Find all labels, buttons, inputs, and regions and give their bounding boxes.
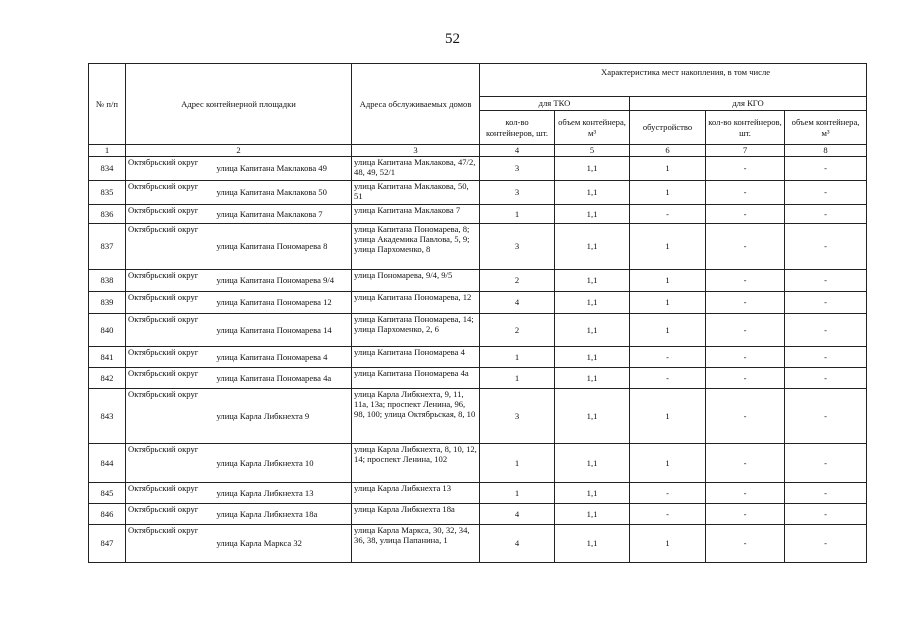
tko-count: 1 [480,347,555,368]
setup: 1 [630,444,706,483]
table-row [89,314,867,347]
row-number: 834 [89,157,126,181]
table-row [89,224,867,270]
setup: 1 [630,270,706,292]
district: Октябрьский округ [126,157,215,181]
site-street: улица Капитана Маклакова 50 [215,181,352,205]
served-addresses: улица Пономарева, 9/4, 9/5 [352,270,480,292]
row-number: 837 [89,224,126,270]
served-addresses: улица Капитана Маклакова 7 [352,205,480,224]
tko-count: 1 [480,205,555,224]
site-street: улица Капитана Пономарева 4а [215,368,352,389]
header-site-address: Адрес контейнерной площадки [126,64,352,145]
site-street: улица Карла Либкнехта 9 [215,389,352,444]
header-tko-count: кол-во контейнеров, шт. [480,111,555,145]
setup: 1 [630,314,706,347]
kgo-count: - [706,347,785,368]
tko-volume: 1,1 [555,181,630,205]
kgo-count: - [706,368,785,389]
kgo-count: - [706,292,785,314]
column-number: 7 [706,145,785,157]
kgo-count: - [706,224,785,270]
district: Октябрьский округ [126,181,215,205]
kgo-volume: - [785,389,867,444]
setup: - [630,205,706,224]
row-number: 847 [89,525,126,563]
column-number: 6 [630,145,706,157]
site-street: улица Капитана Маклакова 49 [215,157,352,181]
tko-volume: 1,1 [555,483,630,504]
setup: - [630,483,706,504]
tko-count: 4 [480,504,555,525]
tko-volume: 1,1 [555,368,630,389]
tko-count: 3 [480,157,555,181]
district: Октябрьский округ [126,205,215,224]
row-number: 845 [89,483,126,504]
tko-count: 1 [480,368,555,389]
served-addresses: улица Капитана Пономарева, 14; улица Пархоменко, 2, 6 [352,314,480,347]
served-addresses: улица Карла Либкнехта 13 [352,483,480,504]
setup: - [630,347,706,368]
district: Октябрьский округ [126,347,215,368]
site-street: улица Капитана Пономарева 9/4 [215,270,352,292]
site-street: улица Капитана Маклакова 7 [215,205,352,224]
row-number: 842 [89,368,126,389]
table-row [89,347,867,368]
table-row [89,389,867,444]
setup: 1 [630,292,706,314]
kgo-count: - [706,157,785,181]
table-row [89,368,867,389]
served-addresses: улица Капитана Маклакова, 47/2, 48, 49, 52/1 [352,157,480,181]
served-addresses: улица Карла Либкнехта, 8, 10, 12, 14; проспект Ленина, 102 [352,444,480,483]
kgo-volume: - [785,504,867,525]
row-number: 836 [89,205,126,224]
setup: 1 [630,389,706,444]
header-group-tko: для ТКО [480,97,630,111]
tko-volume: 1,1 [555,292,630,314]
served-addresses: улица Капитана Маклакова, 50, 51 [352,181,480,205]
container-sites-table [88,63,867,563]
header-setup: обустройство [630,111,706,145]
tko-volume: 1,1 [555,224,630,270]
kgo-volume: - [785,205,867,224]
district: Октябрьский округ [126,389,215,444]
kgo-count: - [706,389,785,444]
district: Октябрьский округ [126,483,215,504]
kgo-count: - [706,314,785,347]
tko-volume: 1,1 [555,444,630,483]
district: Октябрьский округ [126,504,215,525]
tko-volume: 1,1 [555,205,630,224]
table-row [89,444,867,483]
row-number: 846 [89,504,126,525]
kgo-count: - [706,504,785,525]
tko-count: 2 [480,314,555,347]
kgo-count: - [706,181,785,205]
site-street: улица Капитана Пономарева 12 [215,292,352,314]
site-street: улица Карла Либкнехта 13 [215,483,352,504]
tko-count: 4 [480,525,555,563]
tko-count: 1 [480,483,555,504]
kgo-volume: - [785,224,867,270]
row-number: 844 [89,444,126,483]
district: Октябрьский округ [126,444,215,483]
setup: 1 [630,157,706,181]
table-row [89,483,867,504]
kgo-count: - [706,444,785,483]
header-tko-volume: объем контейнера, м³ [555,111,630,145]
district: Октябрьский округ [126,270,215,292]
table-row [89,181,867,205]
header-number: № п/п [89,64,126,145]
page-number: 52 [445,31,460,47]
setup: - [630,368,706,389]
tko-volume: 1,1 [555,157,630,181]
served-addresses: улица Карла Маркса, 30, 32, 34, 36, 38, улица Папанина, 1 [352,525,480,563]
tko-volume: 1,1 [555,389,630,444]
kgo-volume: - [785,525,867,563]
column-number: 2 [126,145,352,157]
row-number: 838 [89,270,126,292]
setup: 1 [630,224,706,270]
tko-volume: 1,1 [555,314,630,347]
district: Октябрьский округ [126,314,215,347]
tko-volume: 1,1 [555,525,630,563]
served-addresses: улица Карла Либкнехта, 9, 11, 11а, 13а; проспект Ленина, 96, 98, 100; улица Октябрьская, 8, 10 [352,389,480,444]
row-number: 835 [89,181,126,205]
site-street: улица Карла Либкнехта 10 [215,444,352,483]
kgo-count: - [706,205,785,224]
column-number: 1 [89,145,126,157]
district: Октябрьский округ [126,292,215,314]
column-number: 3 [352,145,480,157]
row-number: 839 [89,292,126,314]
setup: 1 [630,525,706,563]
table-row [89,205,867,224]
tko-volume: 1,1 [555,347,630,368]
tko-count: 1 [480,444,555,483]
column-number: 5 [555,145,630,157]
served-addresses: улица Капитана Пономарева, 8; улица Академика Павлова, 5, 9; улица Пархоменко, 8 [352,224,480,270]
row-number: 841 [89,347,126,368]
district: Октябрьский округ [126,525,215,563]
table-row [89,292,867,314]
header-kgo-count: кол-во контейнеров, шт. [706,111,785,145]
column-number: 8 [785,145,867,157]
tko-count: 4 [480,292,555,314]
site-street: улица Капитана Пономарева 14 [215,314,352,347]
table-body [89,157,867,563]
tko-count: 3 [480,389,555,444]
district: Октябрьский округ [126,224,215,270]
kgo-count: - [706,525,785,563]
site-street: улица Капитана Пономарева 8 [215,224,352,270]
kgo-volume: - [785,157,867,181]
row-number: 840 [89,314,126,347]
table-row [89,525,867,563]
district: Октябрьский округ [126,368,215,389]
kgo-volume: - [785,270,867,292]
header-characteristics: Характеристика мест накопления, в том числе [480,64,867,97]
tko-volume: 1,1 [555,270,630,292]
table-row [89,270,867,292]
served-addresses: улица Капитана Пономарева 4а [352,368,480,389]
site-street: улица Карла Маркса 32 [215,525,352,563]
kgo-count: - [706,270,785,292]
tko-volume: 1,1 [555,504,630,525]
kgo-volume: - [785,368,867,389]
header-group-kgo: для КГО [630,97,867,111]
kgo-volume: - [785,314,867,347]
kgo-volume: - [785,347,867,368]
setup: 1 [630,181,706,205]
header-kgo-volume: объем контейнера, м³ [785,111,867,145]
row-number: 843 [89,389,126,444]
site-street: улица Карла Либкнехта 18а [215,504,352,525]
kgo-volume: - [785,181,867,205]
setup: - [630,504,706,525]
table-row [89,157,867,181]
served-addresses: улица Капитана Пономарева, 12 [352,292,480,314]
kgo-volume: - [785,483,867,504]
kgo-count: - [706,483,785,504]
served-addresses: улица Карла Либкнехта 18а [352,504,480,525]
site-street: улица Капитана Пономарева 4 [215,347,352,368]
header-served-addresses: Адреса обслуживаемых домов [352,64,480,145]
table-row [89,504,867,525]
kgo-volume: - [785,292,867,314]
served-addresses: улица Капитана Пономарева 4 [352,347,480,368]
column-number: 4 [480,145,555,157]
kgo-volume: - [785,444,867,483]
tko-count: 3 [480,181,555,205]
tko-count: 2 [480,270,555,292]
tko-count: 3 [480,224,555,270]
